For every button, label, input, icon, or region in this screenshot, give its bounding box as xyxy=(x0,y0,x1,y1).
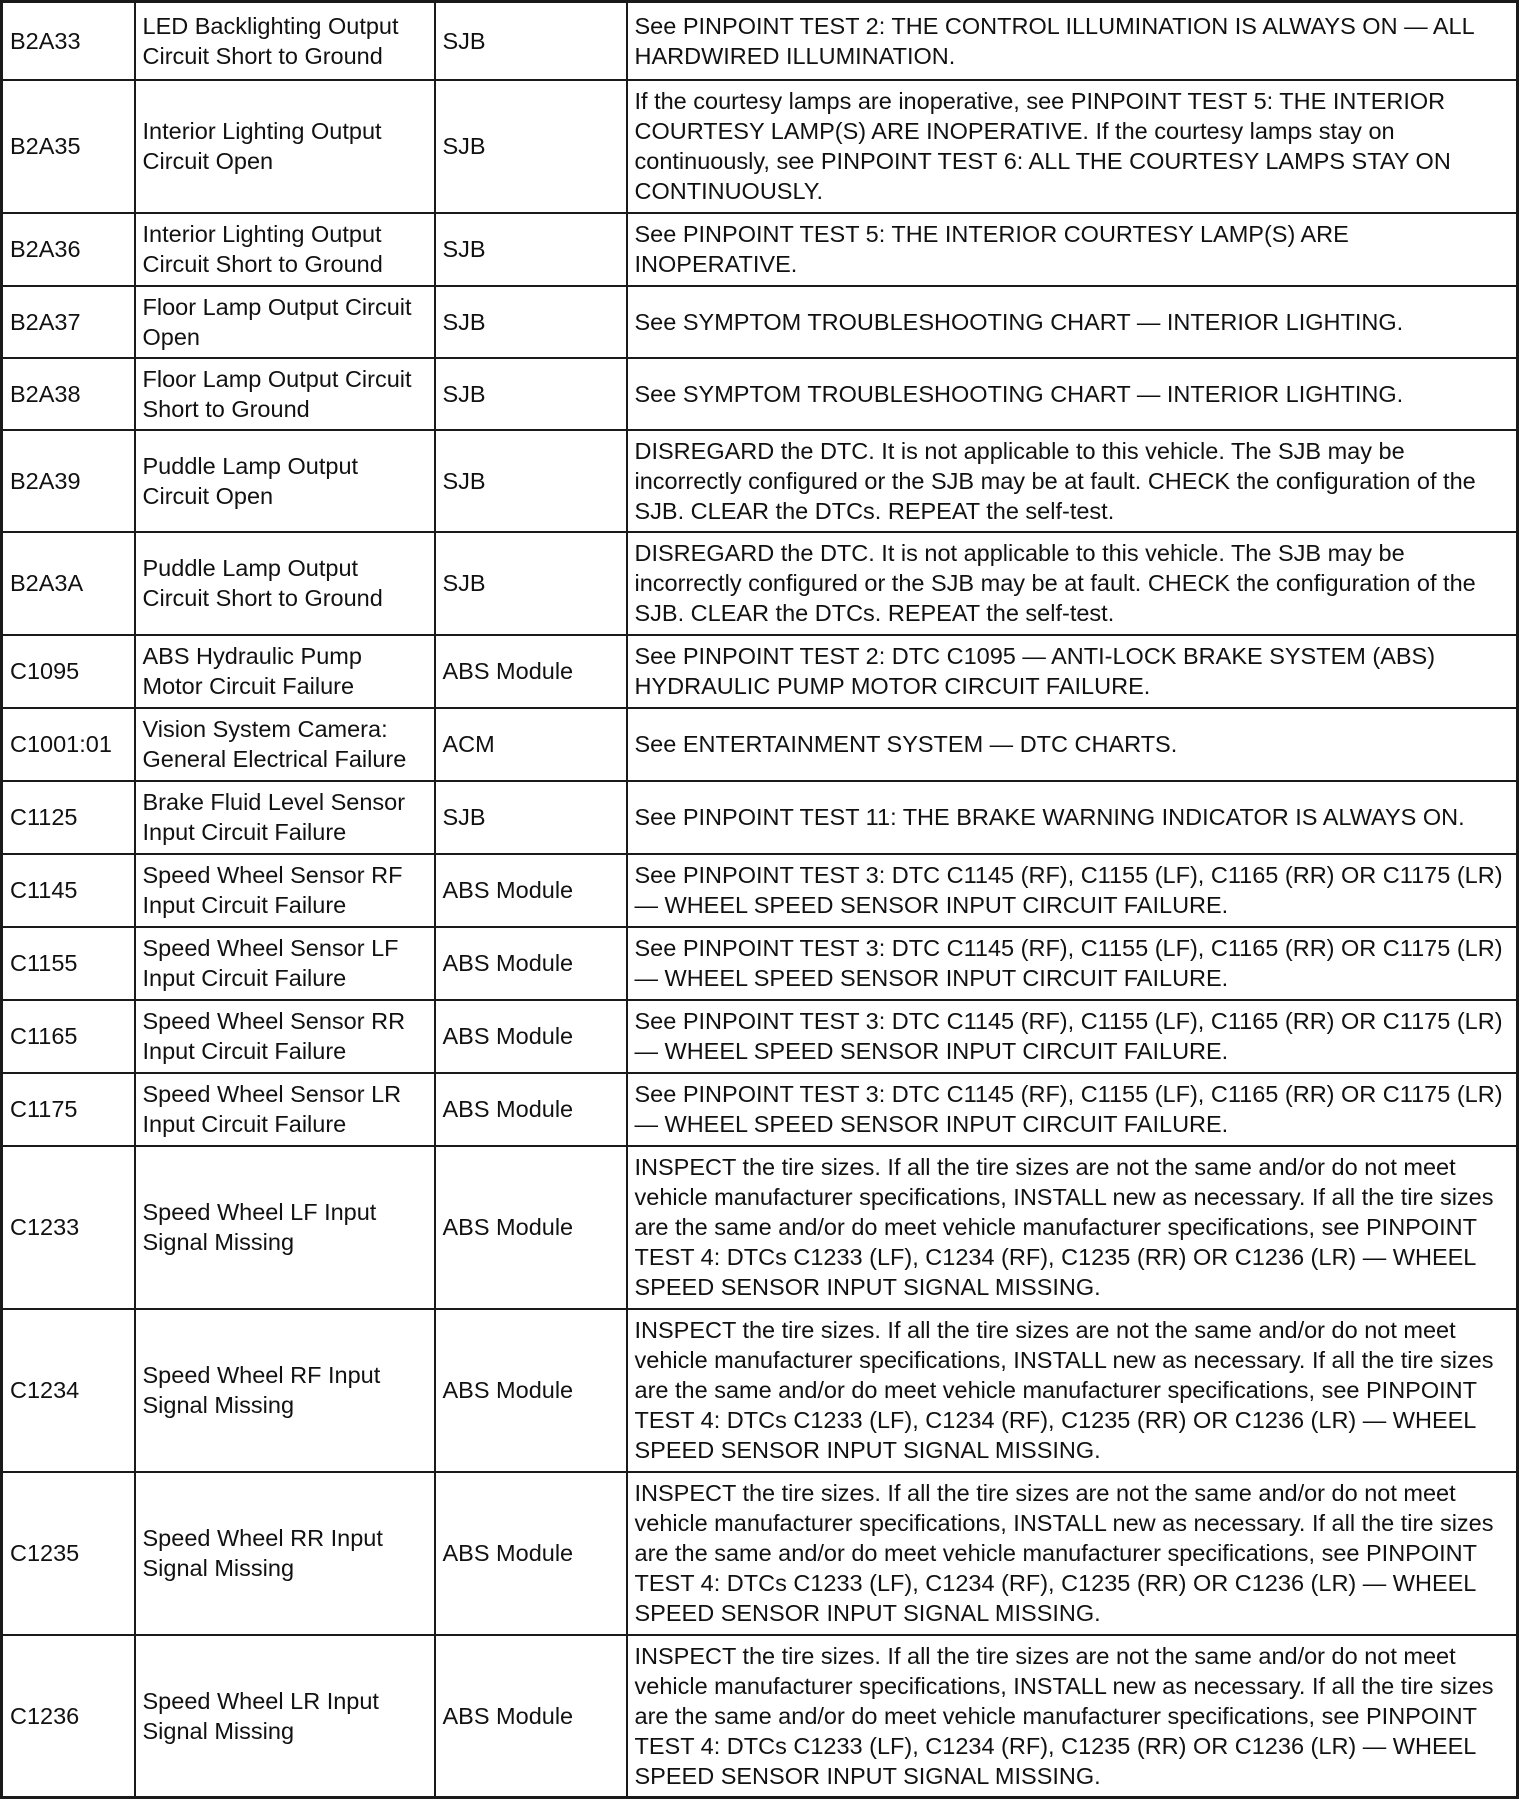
description-cell: Speed Wheel Sensor LR Input Circuit Failure xyxy=(135,1073,435,1146)
dtc-code-cell: C1145 xyxy=(2,854,135,927)
description-cell: Speed Wheel LF Input Signal Missing xyxy=(135,1146,435,1309)
table-row xyxy=(2,635,1518,708)
dtc-code-cell: B2A39 xyxy=(2,430,135,532)
table-row xyxy=(2,927,1518,1000)
dtc-code-cell: C1234 xyxy=(2,1309,135,1472)
source-cell: SJB xyxy=(435,286,627,358)
dtc-code-cell: C1233 xyxy=(2,1146,135,1309)
table-row xyxy=(2,1146,1518,1309)
description-cell: ABS Hydraulic Pump Motor Circuit Failure xyxy=(135,635,435,708)
table-row xyxy=(2,213,1518,286)
action-cell: DISREGARD the DTC. It is not applicable to this vehicle. The SJB may be incorrectly configured or the SJB may be at fault. CHECK the configuration of the SJB. CLEAR the DTCs. REPEAT the self-test. xyxy=(627,532,1518,635)
dtc-code-cell: C1155 xyxy=(2,927,135,1000)
description-cell: Interior Lighting Output Circuit Short to Ground xyxy=(135,213,435,286)
table-row xyxy=(2,781,1518,854)
source-cell: SJB xyxy=(435,80,627,213)
dtc-code-cell: B2A3A xyxy=(2,532,135,635)
dtc-code-cell: C1235 xyxy=(2,1472,135,1635)
action-cell: See PINPOINT TEST 2: DTC C1095 — ANTI-LOCK BRAKE SYSTEM (ABS) HYDRAULIC PUMP MOTOR CIRCUIT FAILURE. xyxy=(627,635,1518,708)
description-cell: Speed Wheel RR Input Signal Missing xyxy=(135,1472,435,1635)
action-cell: INSPECT the tire sizes. If all the tire sizes are not the same and/or do not meet vehicle manufacturer specifications, INSTALL new as necessary. If all the tire sizes are the same and/or do meet vehicle manufacturer specifications, see PINPOINT TEST 4: DTCs C1233 (LF), C1234 (RF), C1235 (RR) OR C1236 (LR) — WHEEL SPEED SENSOR INPUT SIGNAL MISSING. xyxy=(627,1309,1518,1472)
source-cell: ABS Module xyxy=(435,635,627,708)
table-row xyxy=(2,358,1518,430)
table-row xyxy=(2,80,1518,213)
table-row xyxy=(2,854,1518,927)
table-row xyxy=(2,1309,1518,1472)
table-row xyxy=(2,1635,1518,1798)
source-cell: SJB xyxy=(435,213,627,286)
source-cell: ABS Module xyxy=(435,927,627,1000)
action-cell: See PINPOINT TEST 5: THE INTERIOR COURTESY LAMP(S) ARE INOPERATIVE. xyxy=(627,213,1518,286)
description-cell: Brake Fluid Level Sensor Input Circuit Failure xyxy=(135,781,435,854)
dtc-code-cell: C1175 xyxy=(2,1073,135,1146)
source-cell: ABS Module xyxy=(435,1309,627,1472)
table-row xyxy=(2,1000,1518,1073)
source-cell: ABS Module xyxy=(435,1635,627,1798)
description-cell: Speed Wheel LR Input Signal Missing xyxy=(135,1635,435,1798)
source-cell: ABS Module xyxy=(435,1146,627,1309)
action-cell: If the courtesy lamps are inoperative, see PINPOINT TEST 5: THE INTERIOR COURTESY LAMP(S) ARE INOPERATIVE. If the courtesy lamps stay on continuously, see PINPOINT TEST 6: ALL THE COURTESY LAMPS STAY ON CONTINUOUSLY. xyxy=(627,80,1518,213)
description-cell: Floor Lamp Output Circuit Open xyxy=(135,286,435,358)
action-cell: DISREGARD the DTC. It is not applicable to this vehicle. The SJB may be incorrectly configured or the SJB may be at fault. CHECK the configuration of the SJB. CLEAR the DTCs. REPEAT the self-test. xyxy=(627,430,1518,532)
action-cell: INSPECT the tire sizes. If all the tire sizes are not the same and/or do not meet vehicle manufacturer specifications, INSTALL new as necessary. If all the tire sizes are the same and/or do meet vehicle manufacturer specifications, see PINPOINT TEST 4: DTCs C1233 (LF), C1234 (RF), C1235 (RR) OR C1236 (LR) — WHEEL SPEED SENSOR INPUT SIGNAL MISSING. xyxy=(627,1472,1518,1635)
description-cell: Puddle Lamp Output Circuit Open xyxy=(135,430,435,532)
source-cell: SJB xyxy=(435,781,627,854)
description-cell: Speed Wheel Sensor RR Input Circuit Failure xyxy=(135,1000,435,1073)
description-cell: Puddle Lamp Output Circuit Short to Ground xyxy=(135,532,435,635)
source-cell: SJB xyxy=(435,532,627,635)
source-cell: ABS Module xyxy=(435,1472,627,1635)
description-cell: Interior Lighting Output Circuit Open xyxy=(135,80,435,213)
description-cell: LED Backlighting Output Circuit Short to Ground xyxy=(135,2,435,80)
table-row xyxy=(2,532,1518,635)
table-row xyxy=(2,1472,1518,1635)
action-cell: See ENTERTAINMENT SYSTEM — DTC CHARTS. xyxy=(627,708,1518,781)
action-cell: INSPECT the tire sizes. If all the tire sizes are not the same and/or do not meet vehicle manufacturer specifications, INSTALL new as necessary. If all the tire sizes are the same and/or do meet vehicle manufacturer specifications, see PINPOINT TEST 4: DTCs C1233 (LF), C1234 (RF), C1235 (RR) OR C1236 (LR) — WHEEL SPEED SENSOR INPUT SIGNAL MISSING. xyxy=(627,1635,1518,1798)
dtc-code-cell: B2A38 xyxy=(2,358,135,430)
source-cell: SJB xyxy=(435,358,627,430)
dtc-code-cell: C1165 xyxy=(2,1000,135,1073)
action-cell: See PINPOINT TEST 3: DTC C1145 (RF), C1155 (LF), C1165 (RR) OR C1175 (LR) — WHEEL SPEED SENSOR INPUT CIRCUIT FAILURE. xyxy=(627,1073,1518,1146)
action-cell: INSPECT the tire sizes. If all the tire sizes are not the same and/or do not meet vehicle manufacturer specifications, INSTALL new as necessary. If all the tire sizes are the same and/or do meet vehicle manufacturer specifications, see PINPOINT TEST 4: DTCs C1233 (LF), C1234 (RF), C1235 (RR) OR C1236 (LR) — WHEEL SPEED SENSOR INPUT SIGNAL MISSING. xyxy=(627,1146,1518,1309)
description-cell: Speed Wheel Sensor RF Input Circuit Failure xyxy=(135,854,435,927)
action-cell: See PINPOINT TEST 2: THE CONTROL ILLUMINATION IS ALWAYS ON — ALL HARDWIRED ILLUMINATION. xyxy=(627,2,1518,80)
source-cell: ABS Module xyxy=(435,1000,627,1073)
table-row xyxy=(2,286,1518,358)
source-cell: ACM xyxy=(435,708,627,781)
action-cell: See SYMPTOM TROUBLESHOOTING CHART — INTERIOR LIGHTING. xyxy=(627,286,1518,358)
table-row xyxy=(2,430,1518,532)
description-cell: Vision System Camera: General Electrical Failure xyxy=(135,708,435,781)
dtc-code-cell: B2A36 xyxy=(2,213,135,286)
description-cell: Speed Wheel RF Input Signal Missing xyxy=(135,1309,435,1472)
action-cell: See PINPOINT TEST 11: THE BRAKE WARNING INDICATOR IS ALWAYS ON. xyxy=(627,781,1518,854)
table-row xyxy=(2,2,1518,80)
description-cell: Speed Wheel Sensor LF Input Circuit Failure xyxy=(135,927,435,1000)
dtc-code-cell: C1125 xyxy=(2,781,135,854)
action-cell: See PINPOINT TEST 3: DTC C1145 (RF), C1155 (LF), C1165 (RR) OR C1175 (LR) — WHEEL SPEED SENSOR INPUT CIRCUIT FAILURE. xyxy=(627,927,1518,1000)
dtc-code-cell: B2A35 xyxy=(2,80,135,213)
action-cell: See SYMPTOM TROUBLESHOOTING CHART — INTERIOR LIGHTING. xyxy=(627,358,1518,430)
description-cell: Floor Lamp Output Circuit Short to Ground xyxy=(135,358,435,430)
dtc-code-cell: C1236 xyxy=(2,1635,135,1798)
dtc-code-cell: C1095 xyxy=(2,635,135,708)
action-cell: See PINPOINT TEST 3: DTC C1145 (RF), C1155 (LF), C1165 (RR) OR C1175 (LR) — WHEEL SPEED SENSOR INPUT CIRCUIT FAILURE. xyxy=(627,854,1518,927)
dtc-code-cell: B2A33 xyxy=(2,2,135,80)
action-cell: See PINPOINT TEST 3: DTC C1145 (RF), C1155 (LF), C1165 (RR) OR C1175 (LR) — WHEEL SPEED SENSOR INPUT CIRCUIT FAILURE. xyxy=(627,1000,1518,1073)
table-row xyxy=(2,708,1518,781)
source-cell: SJB xyxy=(435,430,627,532)
dtc-code-cell: B2A37 xyxy=(2,286,135,358)
table-row xyxy=(2,1073,1518,1146)
source-cell: SJB xyxy=(435,2,627,80)
source-cell: ABS Module xyxy=(435,854,627,927)
dtc-code-cell: C1001:01 xyxy=(2,708,135,781)
source-cell: ABS Module xyxy=(435,1073,627,1146)
